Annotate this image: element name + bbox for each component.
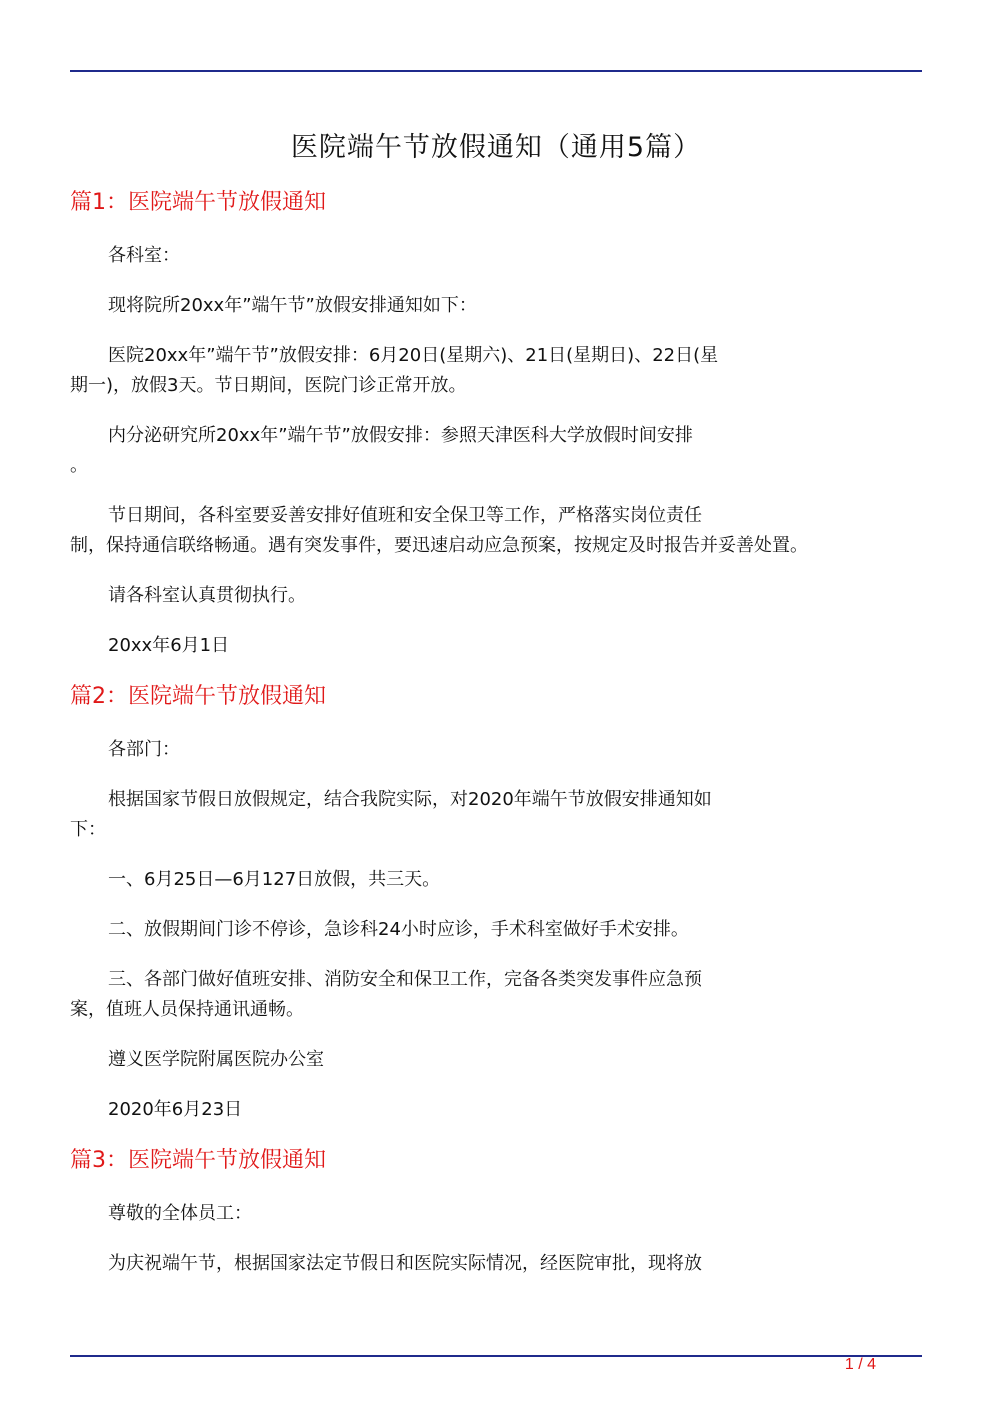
date-line: 20xx年6月1日 bbox=[108, 635, 230, 656]
signature-line: 遵义医学院附属医院办公室 bbox=[108, 1049, 324, 1070]
paragraph: 各部门： bbox=[108, 739, 180, 760]
paragraph-continuation: 下： bbox=[70, 819, 106, 840]
bottom-rule bbox=[70, 1355, 922, 1357]
paragraph: 一、6月25日—6月127日放假，共三天。 bbox=[108, 869, 441, 890]
paragraph: 根据国家节假日放假规定，结合我院实际，对2020年端午节放假安排通知如 bbox=[108, 789, 712, 810]
paragraph: 为庆祝端午节，根据国家法定节假日和医院实际情况，经医院审批，现将放 bbox=[108, 1253, 702, 1274]
date-line: 2020年6月23日 bbox=[108, 1099, 243, 1120]
section-heading: 篇3：医院端午节放假通知 bbox=[70, 1148, 326, 1173]
paragraph: 二、放假期间门诊不停诊，急诊科24小时应诊，手术科室做好手术安排。 bbox=[108, 919, 689, 940]
page-number: 1 / 4 bbox=[844, 1356, 876, 1373]
top-rule bbox=[70, 70, 922, 72]
paragraph-continuation: 案，值班人员保持通讯通畅。 bbox=[70, 999, 304, 1020]
document-title: 医院端午节放假通知（通用5篇） bbox=[290, 132, 702, 163]
paragraph: 尊敬的全体员工： bbox=[108, 1203, 252, 1224]
paragraph: 三、各部门做好值班安排、消防安全和保卫工作，完备各类突发事件应急预 bbox=[108, 969, 702, 990]
section-heading: 篇1：医院端午节放假通知 bbox=[70, 190, 326, 215]
paragraph-continuation: 。 bbox=[70, 455, 88, 476]
paragraph-continuation: 期一)，放假3天。节日期间，医院门诊正常开放。 bbox=[70, 375, 467, 396]
paragraph: 内分泌研究所20xx年”端午节”放假安排：参照天津医科大学放假时间安排 bbox=[108, 425, 693, 446]
paragraph: 请各科室认真贯彻执行。 bbox=[108, 585, 306, 606]
paragraph-continuation: 制，保持通信联络畅通。遇有突发事件，要迅速启动应急预案，按规定及时报告并妥善处置。 bbox=[70, 535, 808, 556]
section-heading: 篇2：医院端午节放假通知 bbox=[70, 684, 326, 709]
paragraph: 各科室： bbox=[108, 245, 180, 266]
paragraph: 节日期间，各科室要妥善安排好值班和安全保卫等工作，严格落实岗位责任 bbox=[108, 505, 702, 526]
paragraph: 现将院所20xx年”端午节”放假安排通知如下： bbox=[108, 295, 477, 316]
paragraph: 医院20xx年”端午节”放假安排：6月20日(星期六)、21日(星期日)、22日(星 bbox=[108, 345, 719, 366]
